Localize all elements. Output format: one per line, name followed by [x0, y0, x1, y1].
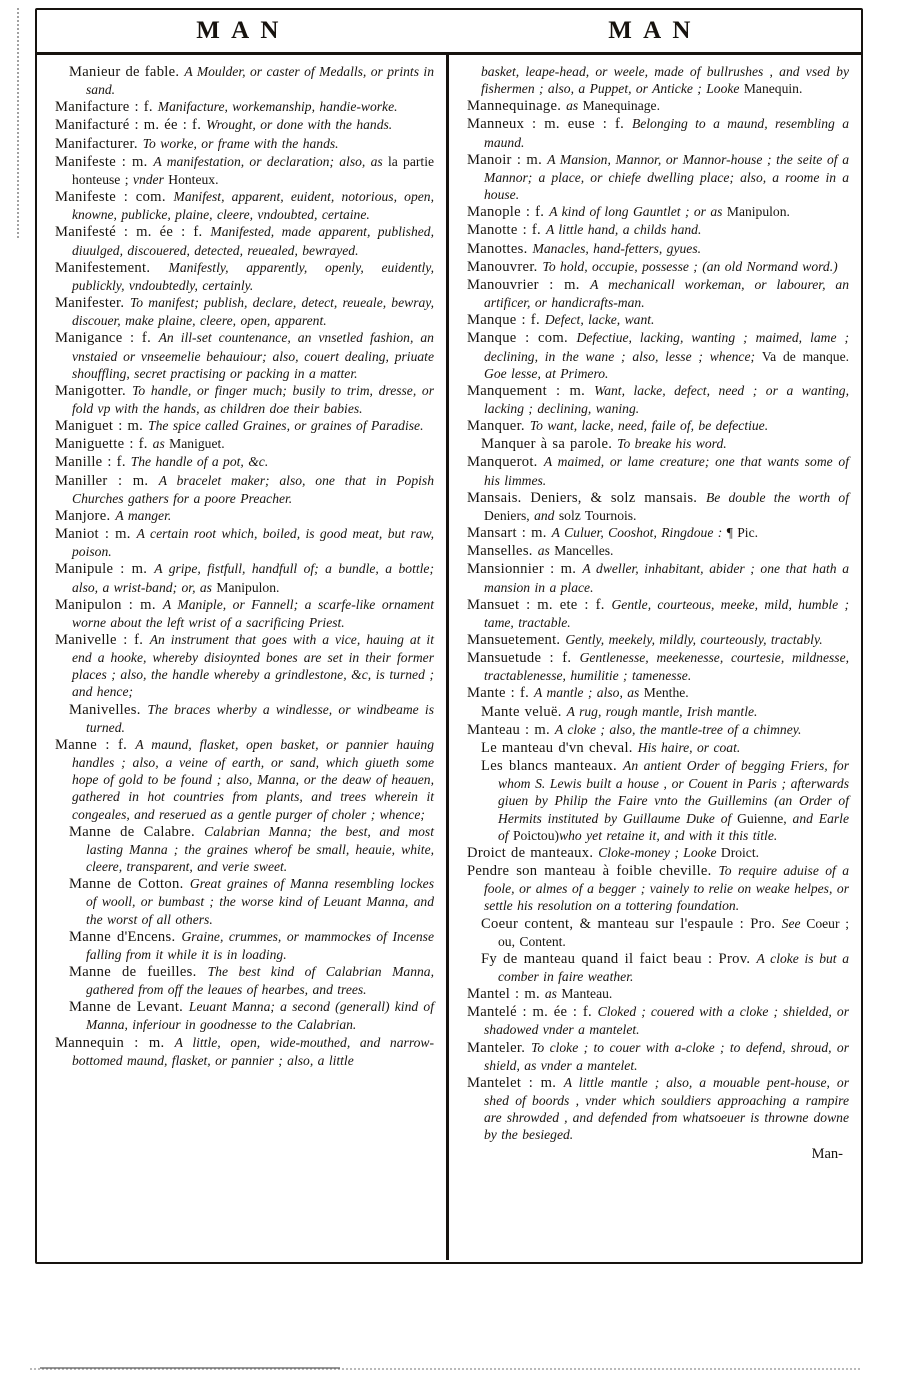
entry-headword-text: Manivelles. — [69, 701, 148, 718]
dictionary-entry — [55, 963, 434, 998]
scan-edge-artifact — [17, 8, 21, 238]
entry-headword-text: Manque : com. — [467, 330, 577, 347]
entry-definition-text: basket, leape-head, or weele, made of bullrushes , and vsed by fishermen ; also, a Puppet, or Anticke ; Looke — [481, 64, 849, 97]
entry-headword-text: Manselles. — [467, 543, 538, 560]
entry-definition-text: The spice called Graines, or graines of Paradise. — [148, 418, 424, 434]
dictionary-entry — [467, 240, 849, 258]
dictionary-entry — [55, 701, 434, 736]
entry-headword-text: Poictou) — [512, 827, 560, 843]
entry-definition-text: A Moulder, or caster of Medalls, or prints in sand. — [86, 64, 434, 98]
dictionary-entry — [55, 472, 434, 507]
entry-definition-text: as — [544, 986, 562, 1002]
entry-definition-text: Graine, crummes, or mammockes of Incense falling from it while it is in loading. — [86, 928, 434, 962]
entry-headword-text: Les blancs manteaux. — [481, 758, 624, 775]
dictionary-entry — [467, 1003, 849, 1038]
dictionary-entry — [55, 98, 434, 116]
dictionary-entry — [55, 223, 434, 258]
entry-definition-text: who yet retaine it, and with it this title. — [559, 827, 778, 843]
entry-headword-text: Manouvrer. — [467, 258, 543, 275]
entry-headword-text: Manotte : f. — [467, 222, 546, 239]
entry-definition-text: Defect, lacke, want. — [544, 312, 655, 328]
dictionary-entry — [467, 151, 849, 203]
entry-headword-text: Manipule : m. — [55, 561, 155, 578]
entry-definition-text: Leuant Manna; a second (generall) kind of Manna, inferiour in goodnesse to the Calabrian. — [86, 999, 434, 1033]
dictionary-entry — [55, 596, 434, 631]
entry-headword-text: la partie honteuse ; — [72, 153, 435, 187]
dictionary-entry — [467, 542, 849, 560]
entry-definition-text: A dweller, inhabitant, abider ; one that hath a mansion in a place. — [484, 561, 849, 595]
entry-headword-text: Mansionnier : m. — [467, 561, 583, 578]
entry-headword-text: Manquement : m. — [467, 382, 595, 399]
entry-headword-text: Manne de fueilles. — [69, 963, 208, 980]
dictionary-entry — [55, 63, 434, 98]
entry-definition-text: To worke, or frame with the hands. — [142, 135, 339, 151]
entry-headword-text: Manifester. — [55, 295, 130, 312]
entry-headword-text: Maniller : m. — [55, 472, 159, 489]
entry-definition-text: Manifest, apparent, euident, notorious, open, knowne, publicke, plaine, cleere, vndoubted, certaine. — [72, 189, 434, 223]
entry-headword-text: Honteux. — [168, 171, 219, 187]
entry-definition-text: A bracelet maker; also, one that in Popish Churches gathers for a poore Preacher. — [72, 472, 434, 506]
entry-definition-text: The braces wherby a windlesse, or windbeame is turned. — [86, 701, 434, 735]
entry-headword-text: Mantelet : m. — [467, 1074, 564, 1091]
catchword: Man- — [811, 1145, 843, 1162]
entry-headword-text: Manteler. — [467, 1039, 532, 1056]
entry-definition-text: A mantle ; also, as — [534, 685, 644, 701]
entry-headword-text: Manifeste : m. — [55, 153, 154, 170]
dictionary-entry — [467, 739, 849, 757]
entry-headword-text: Manifeste : com. — [55, 189, 174, 206]
entry-headword-text: Mantelé : m. ée : f. — [467, 1004, 598, 1021]
page-frame — [35, 8, 863, 1264]
dictionary-entry — [467, 950, 849, 985]
entry-definition-text: Manifacture, workemanship, handie-worke. — [157, 99, 398, 115]
entry-definition-text: Be double the worth of — [705, 489, 849, 505]
dictionary-entry — [467, 311, 849, 329]
dictionary-entry — [467, 560, 849, 595]
entry-headword-text: Mansuetement. — [467, 632, 566, 648]
dictionary-entry — [55, 294, 434, 329]
entry-definition-text: Manifestly, apparently, openly, euidently, publickly, vndoubtedly, certainly. — [72, 259, 434, 293]
entry-definition-text: A maimed, or lame creature; one that wants some of his limmes. — [484, 454, 849, 488]
text-columns — [37, 55, 861, 1260]
entry-headword-text: Mante : f. — [467, 685, 535, 702]
entry-headword-text: Manne d'Encens. — [69, 928, 182, 945]
entry-definition-text: A Maniple, or Fannell; a scarfe-like ornament worne about the left wrist of a sacrificing Priest. — [72, 596, 434, 630]
entry-definition-text: A maund, flasket, open basket, or pannier hauing handles ; also, a veine of earth, or sand, which giueth some hope of gold to be found ; also, Manna, or the deaw of heauen, gathered in hot countries from plants, and trees wherein it congeales, and reserued as a gentle purger of choler ; whence; — [72, 736, 434, 822]
entry-headword-text: Le manteau d'vn cheval. — [481, 739, 638, 756]
entry-headword-text: solz Tournois. — [558, 507, 637, 523]
entry-headword-text: Maniguette : f. — [55, 436, 153, 453]
entry-headword-text: Droict de manteaux. — [467, 844, 599, 861]
entry-definition-text: Calabrian Manna; the best, and most lasting Manna ; the graines wherof be small, heauie, white, cleere, transparent, and verie sweet. — [86, 823, 435, 875]
entry-definition-text: The best kind of Calabrian Manna, gathered from off the leaues of hearbes, and trees. — [86, 963, 434, 998]
entry-definition-text: A cloke ; also, the mantle-tree of a chimney. — [554, 721, 802, 737]
scan-bottom-artifact-dark — [40, 1367, 340, 1369]
entry-definition-text: A Culuer, Cooshot, Ringdoue : — [551, 525, 727, 541]
entry-headword-text: Deniers, — [484, 507, 535, 523]
entry-headword-text: Manople : f. — [467, 204, 550, 221]
dictionary-entry — [55, 188, 434, 223]
dictionary-entry — [55, 823, 434, 875]
dictionary-entry — [467, 203, 849, 221]
entry-definition-text: Manacles, hand-fetters, gyues. — [532, 240, 702, 256]
dictionary-entry — [55, 875, 434, 927]
entry-headword-text: Coeur content, & manteau sur l'espaule : Pro. — [481, 915, 782, 932]
entry-headword-text: Manteau. — [561, 986, 613, 1002]
entry-definition-text: as — [537, 543, 555, 559]
entry-definition-text: A certain root which, boiled, is good meat, but raw, poison. — [72, 526, 434, 560]
dictionary-entry — [467, 524, 849, 542]
entry-definition-text: A little, open, wide-mouthed, and narrow-bottomed maund, flasket, or pannier ; also, a little — [72, 1034, 434, 1068]
dictionary-entry — [55, 435, 434, 453]
dictionary-entry — [55, 928, 434, 963]
entry-headword-text: Fy de manteau quand il faict beau : Prov. — [481, 950, 757, 967]
entry-headword-text: Va de manque. — [761, 348, 849, 364]
right-column — [449, 55, 861, 1260]
dictionary-entry — [467, 915, 849, 950]
entry-headword-text: Maniguet. — [169, 436, 225, 452]
running-head — [37, 10, 861, 55]
dictionary-entry — [467, 435, 849, 453]
dictionary-entry — [55, 417, 434, 435]
dictionary-entry — [55, 135, 434, 153]
entry-definition-text: Gentlenesse, meekenesse, courtesie, mildnesse, tractablenesse, humilitie ; tamenesse. — [484, 650, 849, 684]
entry-definition-text: To want, lacke, need, faile of, be defectiue. — [529, 418, 769, 434]
entry-definition-text: A little hand, a childs hand. — [545, 222, 702, 238]
entry-definition-text: Want, lacke, defect, need ; or a wanting, lacking ; declining, waning. — [484, 382, 849, 416]
entry-definition-text: A cloke is but a comber in faire weather. — [498, 950, 849, 984]
entry-headword-text: Pendre son manteau à foible cheville. — [467, 863, 719, 880]
dictionary-entry — [467, 329, 849, 381]
dictionary-entry — [55, 153, 434, 188]
dictionary-entry — [55, 736, 434, 823]
dictionary-entry — [467, 258, 849, 276]
entry-headword-text: Manivelle : f. — [55, 632, 150, 648]
entry-headword-text: Manille : f. — [55, 454, 131, 471]
dictionary-entry — [55, 507, 434, 525]
entry-headword-text: Maniot : m. — [55, 526, 137, 543]
entry-definition-text: Goe lesse, at Primero. — [484, 365, 609, 381]
dictionary-entry — [55, 525, 434, 560]
dictionary-entry — [467, 985, 849, 1003]
dictionary-entry — [467, 1039, 849, 1074]
entry-definition-text: and — [534, 507, 559, 523]
entry-headword-text: Manieur de fable. — [69, 64, 185, 80]
entry-definition-text: and Earle of — [498, 810, 849, 843]
entry-definition-text: To cloke ; to couer with a-cloke ; to defend, shroud, or shield, as vnder a mantelet. — [484, 1039, 849, 1073]
entry-headword-text: Manneux : m. euse : f. — [467, 116, 632, 133]
entry-headword-text: Manigotter. — [55, 382, 133, 399]
entry-headword-text: Mante veluë. — [481, 703, 567, 720]
entry-headword-text: Manottes. — [467, 240, 533, 257]
dictionary-entry — [467, 97, 849, 115]
dictionary-entry — [55, 382, 434, 417]
dictionary-entry — [467, 276, 849, 311]
dictionary-entry — [467, 757, 849, 844]
entry-definition-text: Cloke-money ; Looke — [598, 844, 721, 860]
entry-definition-text: To manifest; publish, declare, detect, reueale, bewray, discouer, make plaine, cleere, open, apparent. — [72, 295, 434, 329]
entry-definition-text: The handle of a pot, &c. — [130, 454, 269, 470]
entry-definition-text: To hold, occupie, possesse ; (an old Normand word.) — [542, 258, 838, 274]
entry-headword-text: Droict. — [720, 844, 760, 860]
dictionary-entry — [467, 721, 849, 739]
entry-headword-text: Manigance : f. — [55, 330, 159, 347]
dictionary-entry — [467, 221, 849, 239]
dictionary-entry — [55, 1034, 434, 1069]
entry-headword-text: Manne de Levant. — [69, 999, 189, 1016]
entry-headword-text: Manifacturer. — [55, 135, 143, 152]
entry-headword-text: Manque : f. — [467, 312, 545, 329]
entry-headword-text: Manteau : m. — [467, 721, 555, 738]
entry-definition-text: Gently, meekely, mildly, courteously, tractably. — [565, 632, 823, 647]
entry-definition-text: Belonging to a maund, resembling a maund. — [484, 116, 849, 150]
entry-definition-text: as — [566, 98, 583, 114]
dictionary-entry — [55, 998, 434, 1033]
entry-definition-text: Manifested, made apparent, published, diuulged, discouered, detected, reuealed, bewrayed. — [72, 224, 434, 258]
entry-headword-text: Manquer. — [467, 418, 530, 435]
dictionary-entry — [467, 684, 849, 702]
entry-headword-text: Manifacture : f. — [55, 99, 158, 116]
dictionary-entry — [467, 489, 849, 524]
entry-headword-text: Manifesté : m. ée : f. — [55, 224, 211, 241]
entry-headword-text: Mansart : m. — [467, 525, 552, 542]
dictionary-entry — [55, 453, 434, 471]
entry-headword-text: Manequin. — [743, 81, 803, 97]
entry-definition-text: Wrought, or done with the hands. — [206, 117, 393, 133]
entry-headword-text: Manquerot. — [467, 454, 544, 471]
dictionary-entry — [467, 703, 849, 721]
dictionary-entry — [55, 560, 434, 595]
entry-definition-text: His haire, or coat. — [637, 739, 741, 755]
entry-headword-text: Manifestement. — [55, 259, 169, 276]
running-head-right: MAN — [608, 17, 702, 44]
entry-headword-text: Manne : f. — [55, 736, 136, 753]
entry-definition-text: A kind of long Gauntlet ; or as — [549, 204, 727, 220]
entry-headword-text: Mannequinage. — [467, 98, 567, 115]
entry-headword-text: Mancelles. — [554, 543, 614, 559]
entry-definition-text: An instrument that goes with a vice, hauing at it end a hooke, whereby disioynted bones are set in their former places ; also, the handle whereby a grindlestone, &c, is turned ; and hence; — [72, 632, 434, 700]
dictionary-entry — [467, 1074, 849, 1144]
entry-definition-text: Great graines of Manna resembling lockes of wooll, or bumbast ; the worse kind of Leuant Manna, and the worst of all others. — [86, 876, 435, 927]
dictionary-entry — [467, 63, 849, 97]
entry-definition-text: An antient Order of begging Friers, for whom S. Lewis built a house , or Couent in Paris ; afterwards giuen by Philip the Faire vnto the Guillemins (an Order of Hermits instituted by Guillaume Duke of — [498, 758, 849, 826]
left-column — [37, 55, 449, 1260]
dictionary-entry — [55, 116, 434, 134]
entry-headword-text: Manifacturé : m. ée : f. — [55, 117, 207, 134]
entry-headword-text: Manjore. — [55, 507, 116, 524]
running-head-left: MAN — [196, 17, 290, 44]
entry-headword-text: Manne de Cotton. — [69, 876, 190, 893]
dictionary-entry — [467, 649, 849, 684]
entry-headword-text: Manequinage. — [582, 98, 660, 114]
dictionary-entry — [467, 115, 849, 150]
entry-definition-text: To handle, or finger much; busily to trim, dresse, or fold vp with the hands, as children doe their babies. — [72, 382, 434, 416]
entry-headword-text: Coeur ; ou, Content. — [498, 915, 849, 949]
dictionary-entry — [467, 844, 849, 862]
dictionary-entry — [467, 417, 849, 435]
dictionary-entry — [467, 382, 849, 417]
dictionary-entry — [55, 329, 434, 381]
entry-definition-text: Gentle, courteous, meeke, mild, humble ; tame, tractable. — [484, 596, 849, 630]
dictionary-entry — [467, 862, 849, 914]
entry-headword-text: Mansais. Deniers, & solz mansais. — [467, 489, 706, 506]
entry-definition-text: A manger. — [115, 507, 172, 523]
entry-definition-text: A Mansion, Mannor, or Mannor-house ; the seite of a Mannor; a place, or chiefe dwelling place; also, a roome in a house. — [484, 151, 849, 203]
entry-headword-text: Manquer à sa parole. — [481, 436, 618, 453]
dictionary-entry — [55, 631, 434, 701]
entry-headword-text: Manoir : m. — [467, 151, 548, 168]
entry-headword-text: Mansuetude : f. — [467, 650, 580, 667]
entry-headword-text: Menthe. — [643, 685, 689, 701]
entry-definition-text: A manifestation, or declaration; also, as — [153, 153, 388, 169]
entry-headword-text: Maniguet : m. — [55, 418, 149, 435]
dictionary-entry — [467, 631, 849, 649]
entry-definition-text: Defectiue, lacking, wanting ; maimed, lame ; declining, in the wane ; also, lesse ; whence; — [484, 330, 850, 364]
entry-headword-text: Mantel : m. — [467, 986, 545, 1003]
entry-definition-text: vnder — [132, 171, 169, 187]
entry-headword-text: Manipulon : m. — [55, 596, 163, 613]
entry-headword-text: ¶ Pic. — [726, 525, 759, 541]
entry-definition-text: See — [781, 915, 807, 931]
entry-headword-text: Mannequin : m. — [55, 1034, 175, 1051]
entry-definition-text: A rug, rough mantle, Irish mantle. — [566, 703, 758, 719]
dictionary-entry — [467, 596, 849, 631]
entry-definition-text: To require aduise of a foole, or almes of a begger ; vainely to relie on weake helpes, or settle his resolution on a tottering foundation. — [484, 863, 849, 914]
entry-headword-text: Manipulon. — [216, 579, 280, 595]
entry-headword-text: Mansuet : m. ete : f. — [467, 596, 612, 613]
entry-definition-text: as — [152, 436, 170, 452]
dictionary-entry — [55, 259, 434, 294]
dictionary-entry — [467, 453, 849, 488]
entry-definition-text: A gripe, fistfull, handfull of; a bundle, a bottle; also, a wrist-band; or, as — [72, 561, 434, 595]
entry-definition-text: An ill-set countenance, an vnsetled fashion, an vnstaied or vnseemelie behauiour; also, couert dealing, priuate shouffling, secret practising or packing in a matter. — [72, 330, 434, 381]
entry-definition-text: A little mantle ; also, a mouable pent-house, or shed of boords , vnder which souldiers approaching a rampire are shrowded , and defended from whatsoeuer is throwne downe by the besieged. — [484, 1074, 849, 1143]
entry-definition-text: A mechanicall workeman, or labourer, an artificer, or handicrafts-man. — [484, 276, 849, 311]
entry-definition-text: Cloked ; couered with a cloke ; shielded, or shadowed vnder a mantelet. — [484, 1004, 849, 1038]
entry-headword-text: Guienne, — [737, 810, 793, 826]
entry-headword-text: Manipulon. — [726, 204, 790, 220]
entry-definition-text: To breake his word. — [617, 436, 727, 452]
entry-headword-text: Manne de Calabre. — [69, 823, 205, 840]
entry-headword-text: Manouvrier : m. — [467, 276, 591, 293]
